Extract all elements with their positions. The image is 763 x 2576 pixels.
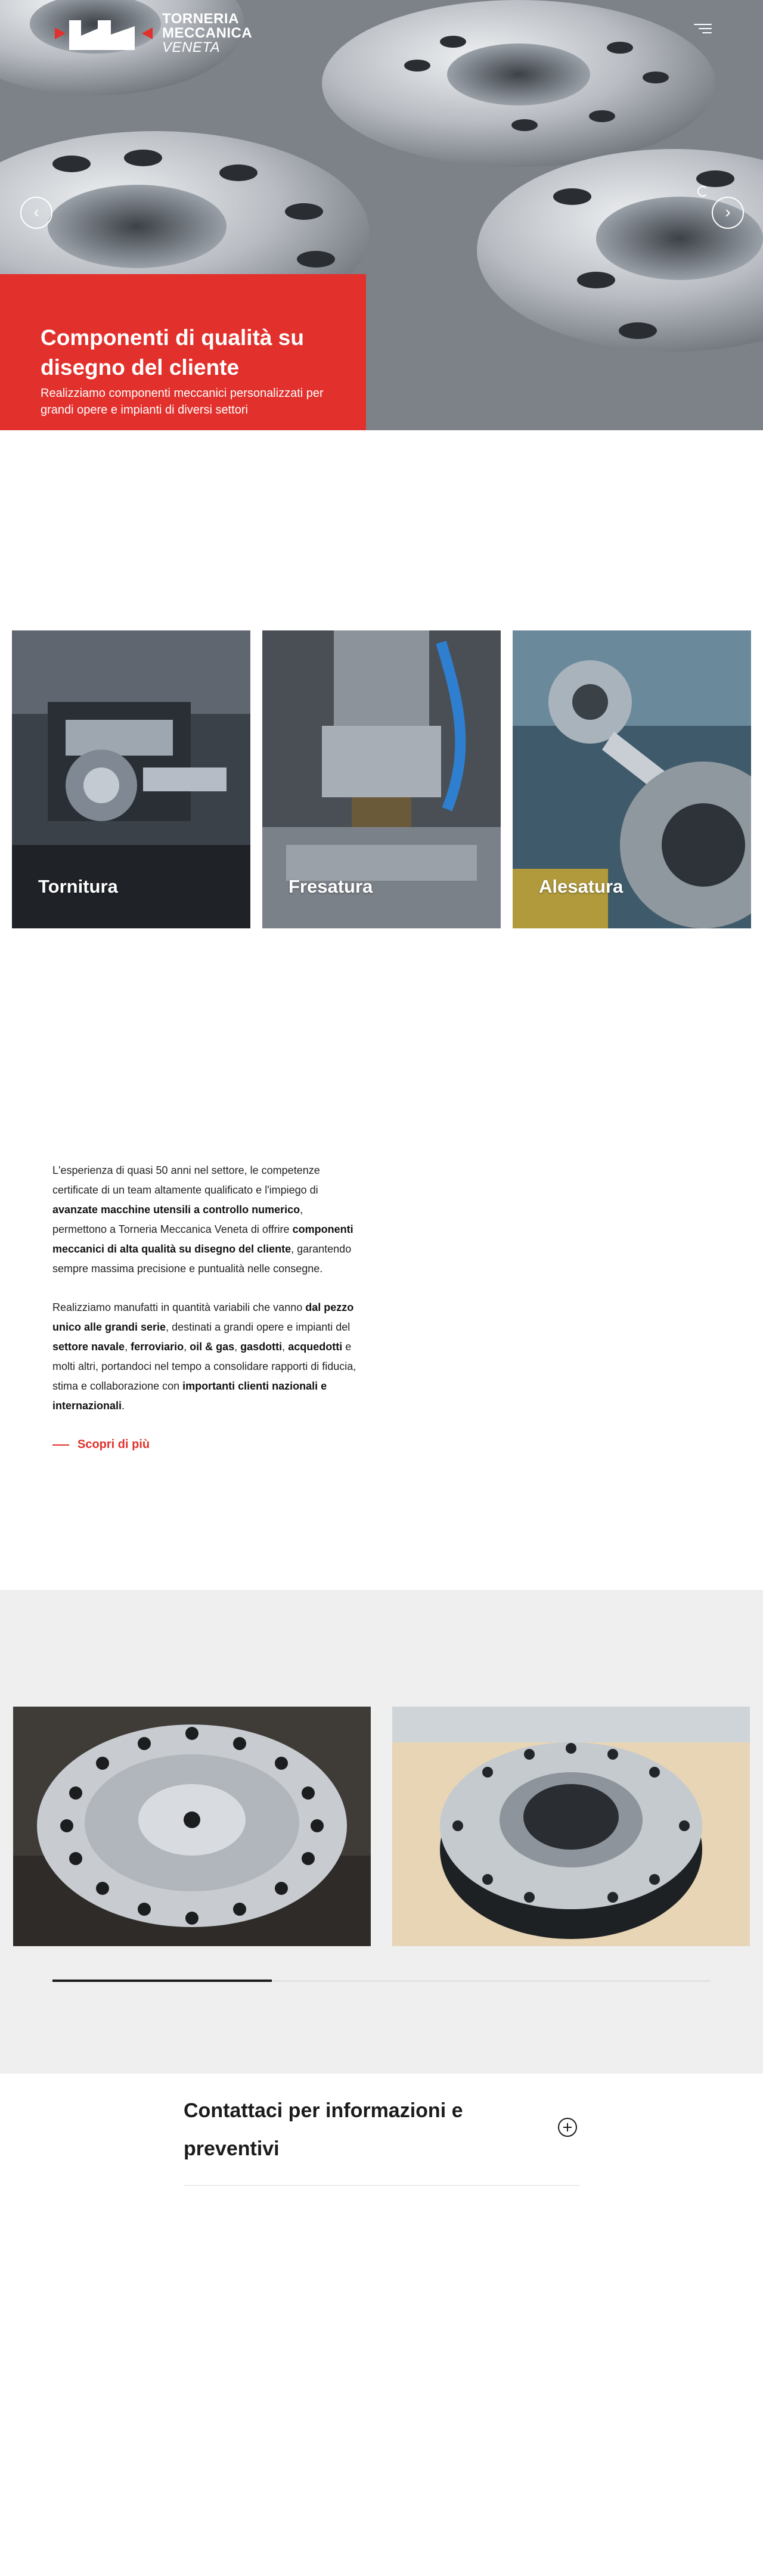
about-highlight: componenti meccanici di alta qualità su disegno del cliente bbox=[52, 1223, 353, 1255]
about-highlight: gasdotti bbox=[240, 1341, 283, 1353]
service-card-tornitura[interactable] bbox=[12, 630, 250, 928]
about-paragraph-2 bbox=[52, 1298, 358, 1416]
contact-title: Contattaci per informazioni e preventivi bbox=[184, 2099, 463, 2160]
company-name-line3: VENETA bbox=[162, 39, 221, 55]
gallery-photo-flange-1[interactable] bbox=[13, 1707, 371, 1946]
about-highlight: settore navale bbox=[52, 1341, 125, 1353]
gallery-photo-flange-2[interactable] bbox=[392, 1707, 750, 1946]
about-text: e molti altri, portandoci nel tempo a consolidare rapporti di fiducia, stima e collaborazione con bbox=[52, 1341, 356, 1392]
about-text: , bbox=[282, 1341, 289, 1353]
chevron-left-icon[interactable]: ‹ bbox=[20, 197, 52, 229]
company-name-line2: MECCANICA bbox=[162, 25, 253, 41]
flange-photo-2 bbox=[392, 1707, 750, 1946]
slide-timer-icon bbox=[697, 186, 708, 197]
about-text: , garantendo sempre massima precisione e puntualità nelle consegne. bbox=[52, 1243, 352, 1275]
plus-circle-icon[interactable] bbox=[558, 2118, 577, 2137]
hero-title: Componenti di qualità su disegno del cliente bbox=[41, 325, 304, 380]
hero-caption-box bbox=[0, 274, 366, 430]
service-card-fresatura[interactable] bbox=[262, 630, 501, 928]
discover-more-label: Scopri di più bbox=[77, 1438, 150, 1451]
flange-photo-1 bbox=[13, 1707, 371, 1946]
chevron-right-icon[interactable]: › bbox=[712, 197, 744, 229]
gallery-progress-fill bbox=[52, 1980, 272, 1982]
dash-icon bbox=[52, 1444, 69, 1446]
service-label: Fresatura bbox=[289, 876, 373, 897]
service-label: Tornitura bbox=[38, 876, 118, 897]
discover-more-link[interactable] bbox=[52, 1435, 358, 1455]
about-highlight: importanti clienti nazionali e internazionali bbox=[52, 1380, 327, 1412]
service-label: Alesatura bbox=[539, 876, 624, 897]
product-gallery bbox=[0, 1590, 763, 2074]
about-highlight: oil & gas bbox=[190, 1341, 235, 1353]
about-text: , bbox=[125, 1341, 131, 1353]
about-highlight: acquedotti bbox=[288, 1341, 343, 1353]
about-text: , permettono a Torneria Meccanica Veneta di offrire bbox=[52, 1204, 303, 1235]
company-name-line1: TORNERIA bbox=[162, 11, 239, 27]
about-section bbox=[52, 1161, 358, 1455]
about-text: Realizziamo manufatti in quantità variabili che vanno bbox=[52, 1301, 306, 1313]
about-text: , destinati a grandi opere e impianti del bbox=[166, 1321, 351, 1333]
company-name bbox=[162, 12, 252, 55]
about-paragraph-1 bbox=[52, 1161, 358, 1279]
service-card-alesatura[interactable] bbox=[513, 630, 751, 928]
about-highlight: ferroviario bbox=[131, 1341, 184, 1353]
about-highlight: avanzate macchine utensili a controllo numerico bbox=[52, 1204, 300, 1216]
hero-slider bbox=[0, 0, 763, 430]
about-highlight: dal pezzo unico alle grandi serie bbox=[52, 1301, 354, 1333]
hamburger-menu-icon[interactable] bbox=[694, 24, 712, 38]
about-text: L'esperienza di quasi 50 anni nel settore, le competenze certificate di un team altamente qualificato e l'impiego di bbox=[52, 1164, 320, 1196]
about-text: . bbox=[122, 1400, 125, 1412]
hero-subtitle: Realizziamo componenti meccanici personalizzati per grandi opere e impianti di diversi settori bbox=[41, 387, 324, 417]
about-text: , bbox=[234, 1341, 241, 1353]
contact-accordion[interactable] bbox=[184, 2074, 579, 2186]
about-text: , bbox=[184, 1341, 190, 1353]
